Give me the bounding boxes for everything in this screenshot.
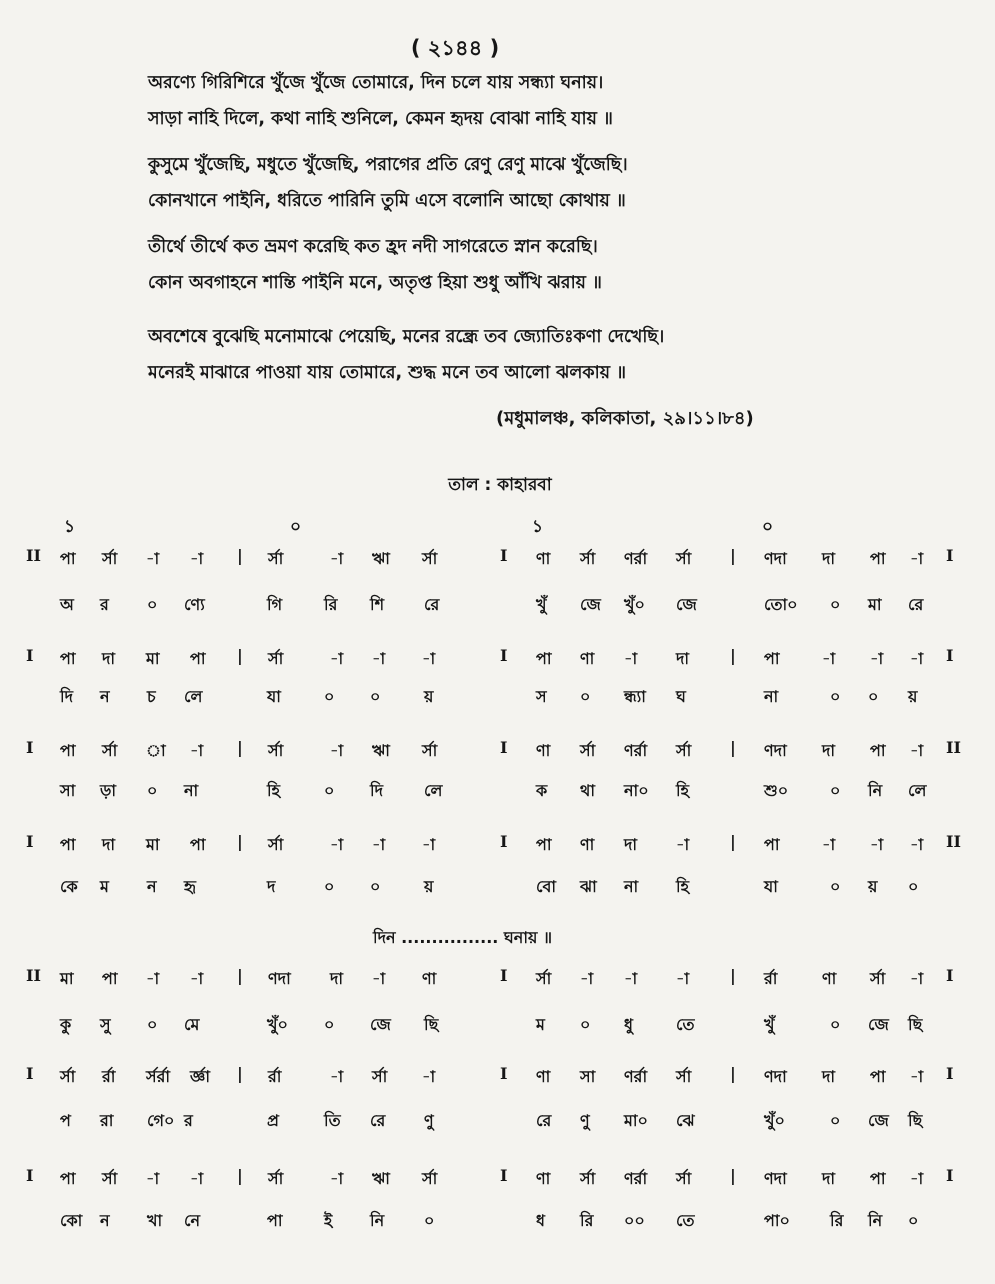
syllable: না০ [624,781,649,800]
syllable: পা [267,1211,283,1230]
swar-note: র্সা [268,649,284,668]
swar-note: -া [822,835,836,854]
notation-lyric-row [0,874,995,900]
swar-note: ঋা [372,549,390,568]
swar-note: -া [870,835,884,854]
swar-note: ণর্রা [624,549,648,568]
syllable: কু [60,1015,72,1034]
syllable: খুঁ০ [764,1111,785,1130]
syllable: ন [100,687,110,706]
bar-line: | [237,646,243,665]
swar-note: র্সা [60,1067,76,1086]
notation-swar-row [0,966,995,992]
syllable: চ [147,687,156,706]
beat-mark-3: ১ [532,517,544,537]
bar-line: I [946,1166,954,1185]
swar-note: পা [60,549,76,568]
swar-note: ণা [580,835,595,854]
bar-line: | [730,832,736,851]
notation-swar-row [0,738,995,764]
syllable: ধু [624,1015,633,1034]
syllable: ০ [147,781,158,800]
swar-note: র্রা [764,969,778,988]
syllable: ০ [830,687,841,706]
swar-note: দা [102,649,116,668]
swar-note: দা [676,649,690,668]
swar-note: র্সা [676,1067,692,1086]
swar-note: পা [60,835,76,854]
swar-note: পা [60,649,76,668]
swar-note: র্সা [422,1169,438,1188]
swar-note: ণদা [764,1169,787,1188]
swar-note: র্সা [102,741,118,760]
syllable: রে [536,1111,552,1130]
swar-note: ণদা [764,549,787,568]
swar-note: র্রা [268,1067,282,1086]
syllable: ০ [324,877,335,896]
swar-note: -া [330,741,344,760]
syllable: নে [184,1211,201,1230]
syllable: প্র [267,1111,279,1130]
syllable: ০ [580,1015,591,1034]
bar-line: I [946,1064,954,1083]
swar-note: -া [624,649,638,668]
swar-note: পা [102,969,118,988]
swar-note: -া [146,1169,160,1188]
swar-note: ণর্রা [624,741,648,760]
swar-note: -া [330,1067,344,1086]
syllable: র [184,1111,193,1130]
syllable: ০০ [624,1211,645,1230]
bar-line: | [730,738,736,757]
syllable: রে [370,1111,386,1130]
swar-note: পা [536,649,552,668]
syllable: ০ [868,687,879,706]
swar-note: র্সা [536,969,552,988]
syllable: ০ [324,687,335,706]
syllable: জে [868,1111,889,1130]
syllable: ০ [147,595,158,614]
bar-line: II [946,832,961,851]
swar-note: ঋা [372,741,390,760]
bar-line: | [237,832,243,851]
bar-line: | [237,738,243,757]
swar-note: সা [580,1067,596,1086]
notation-lyric-row [0,778,995,804]
syllable: য় [424,687,434,706]
bar-line: | [730,646,736,665]
bar-line: II [26,546,41,565]
syllable: য় [868,877,878,896]
syllable: না [184,781,199,800]
syllable: ড়া [100,781,117,800]
syllable: ঝে [676,1111,695,1130]
swar-note: র্সা [268,835,284,854]
swar-note: পা [536,835,552,854]
swar-note: পা [190,649,206,668]
notation-lyric-row [0,684,995,710]
swar-note: -া [870,649,884,668]
swar-note: -া [676,835,690,854]
swar-note: -া [372,649,386,668]
syllable: শু০ [764,781,789,800]
bar-line: I [26,646,34,665]
syllable: প [60,1111,71,1130]
syllable: ০ [830,1015,841,1034]
syllable: ন [147,877,157,896]
notation-swar-row [0,546,995,572]
syllable: ই [324,1211,333,1230]
syllable: রি [580,1211,594,1230]
syllable: ণু [424,1111,434,1130]
syllable: রে [908,595,924,614]
swar-note: ণর্রা [624,1067,648,1086]
bar-line: I [26,1166,34,1185]
swar-note: র্সা [676,549,692,568]
syllable: য় [424,877,434,896]
swar-note: -া [190,1169,204,1188]
syllable: মে [184,1015,200,1034]
syllable: জে [580,595,601,614]
syllable: ০ [424,1211,435,1230]
syllable: খুঁ [536,595,547,614]
syllable: খা [147,1211,163,1230]
swar-note: পা [870,549,886,568]
bar-line: I [500,832,508,851]
syllable: না [624,877,639,896]
syllable: দি [370,781,383,800]
refrain-indicator: দিন ................ ঘনায় ॥ [373,928,553,947]
notation-lyric-row [0,592,995,618]
lyric-line: কুসুমে খুঁজেছি, মধুতে খুঁজেছি, পরাগের প্রতি রেণু রেণু মাঝে খুঁজেছি। [148,155,628,175]
swar-note: -া [676,969,690,988]
syllable: ন্ধ্যা [624,687,646,706]
page-number: ( ২১৪৪ ) [410,36,500,60]
syllable: হি [676,781,689,800]
syllable: হৃ [184,877,196,896]
swar-note: -া [910,835,924,854]
beat-mark-1: ১ [64,517,76,537]
swar-note: পা [870,1067,886,1086]
swar-note: -া [822,649,836,668]
bar-line: I [946,966,954,985]
syllable: ক [536,781,548,800]
source-citation: (মধুমালঞ্চ, কলিকাতা, ২৯।১১।৮৪) [496,408,754,429]
syllable: ০ [370,687,381,706]
syllable: কে [60,877,78,896]
syllable: ণু [580,1111,590,1130]
syllable: রি [324,595,338,614]
swar-note: -া [190,741,204,760]
syllable: ০ [147,1015,158,1034]
bar-line: | [237,966,243,985]
syllable: সা [60,781,76,800]
lyric-line: কোন অবগাহনে শান্তি পাইনি মনে, অতৃপ্ত হিয়া শুধু আঁখি ঝরায় ॥ [148,273,602,293]
swar-note: দা [102,835,116,854]
syllable: ০ [830,1111,841,1130]
swar-note: র্সা [580,741,596,760]
beat-mark-4: ০ [762,517,774,537]
swar-note: -া [422,1067,436,1086]
syllable: দ [267,877,276,896]
syllable: হি [676,877,689,896]
notation-swar-row [0,1064,995,1090]
syllable: ০ [830,595,841,614]
swar-note: -া [372,835,386,854]
swar-note: র্সা [580,549,596,568]
syllable: ০ [830,781,841,800]
swar-note: -া [624,969,638,988]
syllable: তে [676,1015,695,1034]
swar-note: ণা [536,549,551,568]
bar-line: | [237,1064,243,1083]
swar-note: ণা [822,969,837,988]
syllable: লে [424,781,443,800]
swar-note: র্সা [676,1169,692,1188]
swar-note: পা [764,835,780,854]
syllable: খুঁ০ [624,595,645,614]
syllable: হি [267,781,280,800]
syllable: ০ [580,687,591,706]
bar-line: II [26,966,41,985]
syllable: জে [676,595,697,614]
bar-line: I [26,738,34,757]
taal-heading: তাল : কাহারবা [448,475,552,495]
swar-note: পা [764,649,780,668]
swar-note: -া [190,549,204,568]
syllable: ছি [908,1111,923,1130]
syllable: মা [868,595,882,614]
notation-lyric-row [0,1012,995,1038]
swar-note: র্রা [102,1067,116,1086]
lyric-line: মনেরই মাঝারে পাওয়া যায় তোমারে, শুদ্ধ মনে তব আলো ঝলকায় ॥ [148,363,627,383]
syllable: নি [370,1211,385,1230]
lyric-line: অরণ্যে গিরিশিরে খুঁজে খুঁজে তোমারে, দিন চলে যায় সন্ধ্যা ঘনায়। [148,73,604,93]
swar-note: -া [330,1169,344,1188]
syllable: রা [100,1111,114,1130]
beat-mark-2: ০ [290,517,302,537]
swar-note: -া [910,549,924,568]
swar-note: দা [330,969,344,988]
bar-line: | [730,1064,736,1083]
swar-note: ণা [422,969,437,988]
swar-note: -া [910,1067,924,1086]
swar-note: ণদা [764,1067,787,1086]
swar-note: -া [190,969,204,988]
syllable: ঝা [580,877,597,896]
syllable: ছি [908,1015,923,1034]
swar-note: -া [422,649,436,668]
swar-note: দা [822,549,836,568]
swar-note: দা [624,835,638,854]
syllable: না [764,687,779,706]
swar-note: া [146,741,166,760]
syllable: তি [324,1111,341,1130]
lyric-line: কোনখানে পাইনি, ধরিতে পারিনি তুমি এসে বলোনি আছো কোথায় ॥ [148,191,626,211]
swar-note: র্সা [372,1067,388,1086]
swar-note: -া [580,969,594,988]
swar-note: র্সা [268,1169,284,1188]
swar-note: ণা [536,1169,551,1188]
notation-lyric-row [0,1208,995,1234]
swar-note: র্সা [102,549,118,568]
swar-note: -া [330,549,344,568]
swar-note: পা [870,741,886,760]
swar-note: র্সা [268,741,284,760]
syllable: নি [868,1211,883,1230]
syllable: রি [830,1211,844,1230]
bar-line: | [730,546,736,565]
swar-note: ণর্রা [624,1169,648,1188]
swar-note: ণা [536,741,551,760]
syllable: সু [100,1015,111,1034]
syllable: পা০ [764,1211,790,1230]
swar-note: -া [372,969,386,988]
swar-note: র্সা [580,1169,596,1188]
swar-note: ণদা [268,969,291,988]
syllable: শি [370,595,385,614]
swar-note: -া [146,969,160,988]
swar-note: -া [330,835,344,854]
syllable: তো০ [764,595,798,614]
swar-note: -া [910,1169,924,1188]
syllable: ণ্যে [184,595,205,614]
bar-line: | [730,966,736,985]
syllable: খুঁ [764,1015,775,1034]
bar-line: I [26,1064,34,1083]
swar-note: র্সা [102,1169,118,1188]
swar-note: র্সর্রা [146,1067,171,1086]
swar-note: ঋা [372,1169,390,1188]
syllable: ০ [324,1015,335,1034]
bar-line: I [26,832,34,851]
swar-note: -া [910,741,924,760]
syllable: কো [60,1211,83,1230]
swar-note: ণা [536,1067,551,1086]
syllable: ধ [536,1211,545,1230]
swar-note: র্জ্ঞা [190,1067,210,1086]
lyric-line: সাড়া নাহি দিলে, কথা নাহি শুনিলে, কেমন হৃদয় বোঝা নাহি যায় ॥ [148,109,613,129]
syllable: জে [868,1015,889,1034]
syllable: যা [764,877,778,896]
swar-note: -া [910,969,924,988]
syllable: বো [536,877,557,896]
swar-note: পা [870,1169,886,1188]
swar-note: পা [60,1169,76,1188]
syllable: দি [60,687,73,706]
syllable: ঘ [676,687,686,706]
bar-line: II [946,738,961,757]
swar-note: মা [146,649,160,668]
swar-note: ণদা [764,741,787,760]
syllable: ম [100,877,109,896]
syllable: স [536,687,547,706]
swar-note: দা [822,1067,836,1086]
bar-line: | [730,1166,736,1185]
swar-note: দা [822,1169,836,1188]
syllable: ০ [324,781,335,800]
syllable: ম [536,1015,545,1034]
syllable: লে [184,687,203,706]
syllable: অ [60,595,74,614]
swar-note: র্সা [268,549,284,568]
bar-line: I [500,738,508,757]
swar-note: -া [422,835,436,854]
syllable: জে [370,1015,391,1034]
syllable: তে [676,1211,695,1230]
syllable: ০ [830,877,841,896]
syllable: গে০ [147,1111,175,1130]
syllable: থা [580,781,596,800]
syllable: ০ [908,1211,919,1230]
notation-swar-row [0,646,995,672]
swar-note: পা [60,741,76,760]
bar-line: I [946,646,954,665]
notation-lyric-row [0,1108,995,1134]
bar-line: I [500,1166,508,1185]
lyric-line: তীর্থে তীর্থে কত ভ্রমণ করেছি কত হ্রদ নদী সাগরেতে স্নান করেছি। [148,237,598,257]
swar-note: দা [822,741,836,760]
notation-swar-row [0,1166,995,1192]
swar-note: -া [910,649,924,668]
syllable: ছি [424,1015,439,1034]
swar-note: -া [146,549,160,568]
bar-line: | [237,546,243,565]
lyric-line: অবশেষে বুঝেছি মনোমাঝে পেয়েছি, মনের রন্ধ্রে তব জ্যোতিঃকণা দেখেছি। [148,327,665,347]
swar-note: র্সা [422,549,438,568]
swar-note: র্সা [422,741,438,760]
syllable: গি [267,595,283,614]
swar-note: র্সা [676,741,692,760]
syllable: রে [424,595,440,614]
bar-line: I [946,546,954,565]
syllable: ন [100,1211,110,1230]
syllable: খুঁ০ [267,1015,288,1034]
syllable: ০ [908,877,919,896]
bar-line: I [500,546,508,565]
swar-note: -া [330,649,344,668]
syllable: নি [868,781,883,800]
notation-swar-row [0,832,995,858]
bar-line: I [500,1064,508,1083]
swar-note: ণা [580,649,595,668]
syllable: র [100,595,109,614]
syllable: লে [908,781,927,800]
syllable: য় [908,687,918,706]
syllable: ০ [370,877,381,896]
syllable: মা০ [624,1111,648,1130]
bar-line: I [500,646,508,665]
swar-note: মা [60,969,74,988]
syllable: যা [267,687,281,706]
swar-note: র্সা [870,969,886,988]
swar-note: পা [190,835,206,854]
bar-line: | [237,1166,243,1185]
bar-line: I [500,966,508,985]
swar-note: মা [146,835,160,854]
